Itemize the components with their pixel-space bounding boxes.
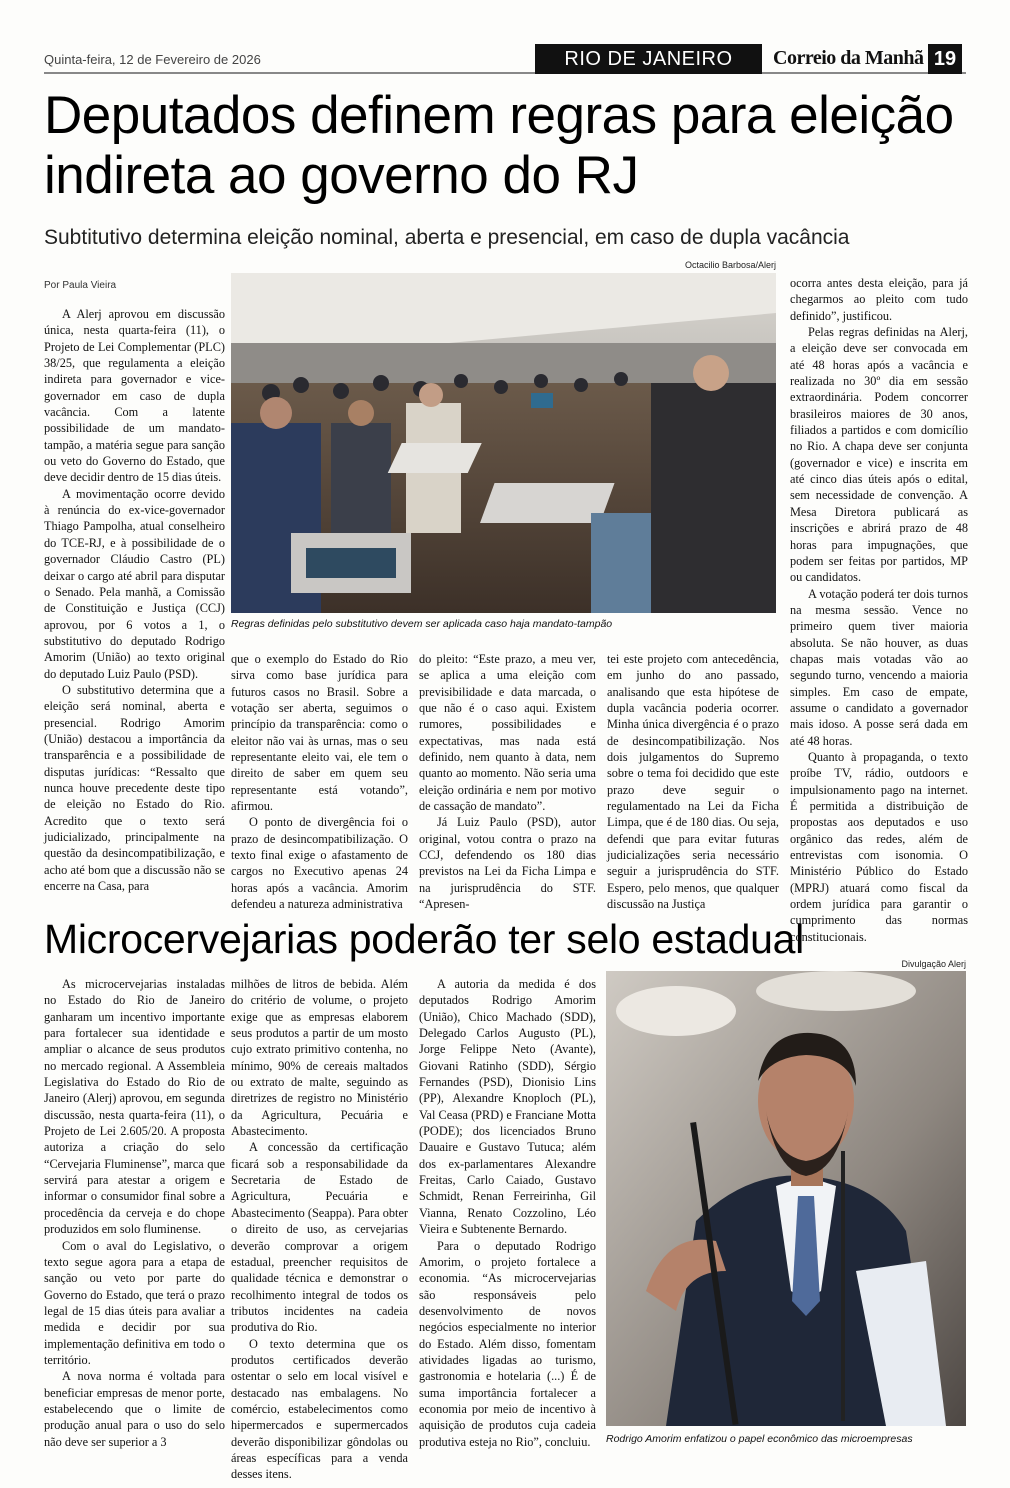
paragraph: O texto determina que os produtos certificados deverão ostentar o selo em local visível e destacado nas embalagens. No comércio, estabelecimentos como hipermercados e supermercados deverão disponibilizar gôndolas ou áreas específicas para a venda desses itens. [231,1336,408,1482]
paragraph: Com o aval do Legislativo, o texto segue agora para a etapa de sanção ou veto por parte do Governo do Estado, que terá o prazo legal de 15 dias úteis para avaliar a medida e decidir por sua implementação definitiva em todo o território. [44,1238,225,1367]
article2-column-2 [231,976,408,1483]
paragraph: O substitutivo determina que a eleição será nominal, aberta e presencial. Rodrigo Amorim (União) destacou a importância da transparência e a possibilidade de disputas jurídicas: “Ressalto que nunca houve precedente deste tipo de eleição no Estado do Rio. Acredito que o texto será judicializado, principalmente na questão da desincompatibilização, e acho até bom que a discussão não se encerre na Casa, para [44,682,225,894]
paragraph: Já Luiz Paulo (PSD), autor original, votou contra o prazo na CCJ, defendendo os 180 dias previstos na Lei da Ficha Limpa e na jurisprudência do STF. “Apresen- [419,815,596,912]
paragraph: milhões de litros de bebida. Além do critério de volume, o projeto exige que as empresas elaborem seus produtos a partir de um mosto cujo extrato primitivo contenha, no mínimo, 90% de cereais maltados ou extrato de malte, seguindo as diretrizes de registro no Ministério da Agricultura, Pecuária e Abastecimento. [231,977,408,1139]
deputy-photo-illustration [606,971,966,1426]
paragraph: que o exemplo do Estado do Rio sirva como base jurídica para futuros casos no Brasil. Sobre a votação ser aberta, seguimos o princípio da transparência: como o eleitor não vai às urnas, mas o seu representante eleito vai, ele tem o direito de saber em quem seu representante está votando”, afirmou. [231,652,408,814]
paragraph: Quanto à propaganda, o texto proíbe TV, rádio, outdoors e impulsionamento pago na internet. É permitida a distribuição de propostas aos deputados e uso orgânico das redes, além de entrevistas com isonomia. O Ministério Público do Estado (MPRJ) atuará como fiscal da ordem jurídica para garantir o cumprimento das normas constitucionais. [790,749,968,944]
article1-column-3 [419,651,596,913]
article1-subtitle: Subtitutivo determina eleição nominal, aberta e presencial, em caso de dupla vacância [44,226,850,249]
article2-column-3 [419,976,596,1450]
paragraph: do pleito: “Este prazo, a meu ver, se aplica a uma eleição com previsibilidade e data marcada, o que não é o caso aqui. Existem rumores, possibilidades e expectativas, mas nada está definido, nem quanto à data, nem quanto ao momento. Não seria uma eleição ordinária e nem por motivo de cassação de mandato”. [419,652,596,814]
paragraph: ocorra antes desta eleição, para já chegarmos ao pleito com tudo definido”, justificou. [790,276,968,323]
article1-photo-credit: Octacilio Barbosa/Alerj [684,260,776,270]
article2-photo-deputy-speaking [606,971,966,1426]
paragraph: As microcervejarias instaladas no Estado do Rio de Janeiro ganharam um incentivo importante para fortalecer sua identidade e ampliar o alcance de seus produtos no mercado regional. A Assembleia Legislativa do Estado do Rio de Janeiro (Alerj) aprovou, em segunda discussão, nesta quarta-feira (11), o Projeto de Lei 2.605/20. A proposta autoriza a criação do selo “Cervejaria Fluminense”, marca que servirá para atestar a origem e informar o consumidor final sobre a procedência da cerveja e do chope produzidos em solo fluminense. [44,977,225,1237]
article2-photo-caption: Rodrigo Amorim enfatizou o papel econômico das microempresas [606,1433,913,1445]
article1-column-5 [790,275,968,945]
assembly-photo-illustration [231,273,776,613]
paragraph: A Alerj aprovou em discussão única, nesta quarta-feira (11), o Projeto de Lei Complementar (PLC) 38/25, que regulamenta a eleição indireta para governador e vice-governador em caso de dupla vacância. Com a latente possibilidade de um mandato-tampão, a matéria segue para sanção ou veto do Governo do Estado, que deve decidir dentro de 15 dias úteis. [44,307,225,485]
paragraph: A movimentação ocorre devido à renúncia do ex-vice-governador Thiago Pampolha, atual conselheiro do TCE-RJ, e à possibilidade de o governador Cláudio Castro (PL) deixar o cargo até abril para disputar o Senado. Pela manhã, a Comissão de Constituição e Justiça (CCJ) aprovou, por 6 votos a 1, o substitutivo do deputado Rodrigo Amorim (União) ao texto original do deputado Luiz Paulo (PSD). [44,486,225,681]
paragraph: A votação poderá ter dois turnos na mesma sessão. Vence no primeiro quem tiver maioria absoluta. Se não houver, as duas chapas mais votadas vão ao segundo turno, vencendo a maioria simples. Em caso de empate, assume o candidato a governador mais idoso. A posse será dada em até 48 horas. [790,586,968,748]
article1-byline: Por Paula Vieira [44,280,117,291]
article2-photo-credit: Divulgação Alerj [901,959,966,969]
newspaper-logo: Correio da Manhã [773,47,924,69]
paragraph: A nova norma é voltada para beneficiar empresas de menor porte, estabelecendo que o limite de produção anual para o uso do selo não deve ser superior a 3 [44,1369,225,1449]
article1-photo-assembly-session [231,273,776,613]
issue-date: Quinta-feira, 12 de Fevereiro de 2026 [44,52,261,67]
paragraph: O ponto de divergência foi o prazo de desincompatibilização. O texto final exige o afastamento de cargos no Executivo apenas 24 horas após a vacância. Amorim defendeu a natureza administrativa [231,815,408,912]
article1-photo-caption: Regras definidas pelo substitutivo devem ser aplicada caso haja mandato-tampão [231,618,613,630]
paragraph: Pelas regras definidas na Alerj, a eleição deve ser convocada em até 48 horas após a vacância e realizada no 30º dia em sessão extraordinária. Podem concorrer brasileiros maiores de 30 anos, filiados a partidos e com domicílio no Rio. A chapa deve ser conjunta (governador e vice) e inscrita em até cinco dias úteis após o edital, sem necessidade de convenção. A Mesa Diretora publicará as inscrições e abrirá prazo de 48 horas para impugnações, que podem ser feitas por partidos, MP ou candidatos. [790,325,968,585]
paragraph: A concessão da certificação ficará sob a responsabilidade da Secretaria de Estado de Agricultura, Pecuária e Abastecimento (Seappa). Para obter o direito de uso, as cervejarias deverão comprovar a origem estadual, preencher requisitos de qualidade técnica e demonstrar o recolhimento integral de todos os tributos incidentes na cadeia produtiva do Rio. [231,1140,408,1335]
paragraph: A autoria da medida é dos deputados Rodrigo Amorim (União), Chico Machado (SDD), Delegado Carlos Augusto (PL), Jorge Felippe Neto (Avante), Giovani Ratinho (SDD), Sérgio Fernandes (PSD), Dionisio Lins (PP), Alexandre Knoploch (PL), Val Ceasa (PRD) e Franciane Motta (PODE); dos licenciados Bruno Dauaire e Gustavo Tutuca; além dos ex-parlamentares Alexandre Freitas, Carlo Caiado, Gustavo Schmidt, Renan Ferreirinha, Gil Vianna, Renato Cozzolino, Léo Vieira e Subtenente Bernardo. [419,977,596,1237]
section-label: RIO DE JANEIRO [535,44,762,74]
page-number: 19 [928,44,962,74]
article1-column-4 [607,651,779,913]
paragraph: Para o deputado Rodrigo Amorim, o projeto fortalece a economia. “As microcervejarias são responsáveis pelo desenvolvimento de novos negócios especialmente no interior do Estado. Além disso, fomentam atividades ligadas ao turismo, gastronomia e hotelaria (...) É de suma importância fortalecer a economia por meio de incentivo à aquisição de produtos cuja cadeia produtiva esteja no Rio”, concluiu. [419,1238,596,1449]
article2-headline: Microcervejarias poderão ter selo estadual [44,916,804,962]
page-header [44,44,966,74]
article1-column-2 [231,651,408,913]
article1-headline: Deputados definem regras para eleição indireta ao governo do RJ [44,86,954,205]
paragraph: tei este projeto com antecedência, em junho do ano passado, analisando que esta hipótese de dupla vacância poderia ocorrer. Minha única divergência é o prazo de desincompatibilização. Nos dois julgamentos do Supremo sobre o tema foi decidido que este prazo deve seguir o regulamentado na Lei da Ficha Limpa, que é de 180 dias. Ou seja, defendi que para evitar futuras judicializações seria necessário seguir a jurisprudência do STF. Espero, pelo menos, que qualquer discussão na Justiça [607,652,779,912]
article1-column-1 [44,306,225,894]
article2-column-1 [44,976,225,1450]
